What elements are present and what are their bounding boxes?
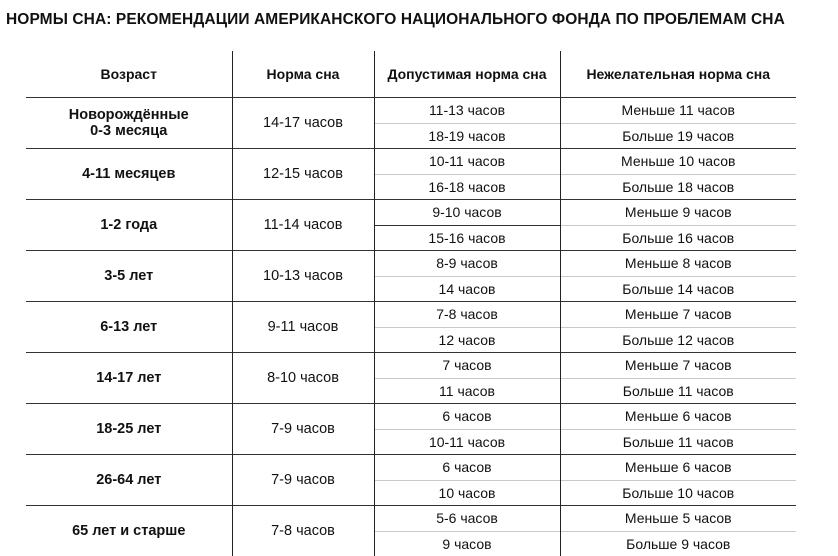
age-cell — [26, 404, 232, 455]
norm-cell: 10-13 часов — [232, 251, 374, 302]
table-row — [26, 506, 796, 532]
age-cell — [26, 149, 232, 200]
undesirable-cell: Больше 12 часов — [560, 327, 796, 353]
table-row — [26, 404, 796, 430]
age-cell — [26, 302, 232, 353]
undesirable-cell: Больше 11 часов — [560, 429, 796, 455]
acceptable-cell: 14 часов — [374, 276, 560, 302]
acceptable-cell: 6 часов — [374, 455, 560, 481]
table-row — [26, 251, 796, 277]
acceptable-cell: 11-13 часов — [374, 98, 560, 124]
undesirable-cell: Больше 16 часов — [560, 225, 796, 251]
undesirable-cell: Меньше 6 часов — [560, 455, 796, 481]
table-header-row — [26, 51, 796, 98]
undesirable-cell: Больше 10 часов — [560, 480, 796, 506]
undesirable-cell: Меньше 8 часов — [560, 251, 796, 277]
undesirable-cell: Меньше 11 часов — [560, 98, 796, 124]
age-cell — [26, 455, 232, 506]
norm-cell: 7-8 часов — [232, 506, 374, 556]
age-label: 14-17 лет — [26, 370, 232, 386]
table-row — [26, 353, 796, 379]
age-label: 26-64 лет — [26, 472, 232, 488]
norm-cell: 8-10 часов — [232, 353, 374, 404]
age-cell — [26, 353, 232, 404]
age-cell — [26, 200, 232, 251]
table-row — [26, 98, 796, 124]
age-label: 18-25 лет — [26, 421, 232, 437]
undesirable-cell: Меньше 5 часов — [560, 506, 796, 532]
acceptable-cell: 9-10 часов — [374, 200, 560, 226]
acceptable-cell: 15-16 часов — [374, 225, 560, 251]
undesirable-cell: Больше 14 часов — [560, 276, 796, 302]
age-label: Новорождённые — [26, 107, 232, 123]
acceptable-cell: 6 часов — [374, 404, 560, 430]
norm-cell: 9-11 часов — [232, 302, 374, 353]
age-cell — [26, 506, 232, 556]
acceptable-cell: 9 часов — [374, 531, 560, 556]
acceptable-cell: 18-19 часов — [374, 123, 560, 149]
age-cell — [26, 251, 232, 302]
acceptable-cell: 10 часов — [374, 480, 560, 506]
norm-cell: 14-17 часов — [232, 98, 374, 149]
table-body — [26, 98, 796, 556]
age-label: 65 лет и старше — [26, 523, 232, 539]
table-row — [26, 200, 796, 226]
norm-cell: 7-9 часов — [232, 455, 374, 506]
header-undesirable: Нежелательная норма сна — [560, 51, 796, 98]
acceptable-cell: 8-9 часов — [374, 251, 560, 277]
age-cell — [26, 98, 232, 149]
undesirable-cell: Больше 9 часов — [560, 531, 796, 556]
age-label: 1-2 года — [26, 217, 232, 233]
age-label: 3-5 лет — [26, 268, 232, 284]
header-acceptable: Допустимая норма сна — [374, 51, 560, 98]
age-label: 0-3 месяца — [26, 123, 232, 139]
acceptable-cell: 12 часов — [374, 327, 560, 353]
norm-cell: 12-15 часов — [232, 149, 374, 200]
acceptable-cell: 11 часов — [374, 378, 560, 404]
table-row — [26, 302, 796, 328]
undesirable-cell: Больше 11 часов — [560, 378, 796, 404]
acceptable-cell: 10-11 часов — [374, 149, 560, 175]
acceptable-cell: 10-11 часов — [374, 429, 560, 455]
sleep-norms-table — [26, 51, 796, 556]
age-label: 6-13 лет — [26, 319, 232, 335]
undesirable-cell: Меньше 10 часов — [560, 149, 796, 175]
table-row — [26, 455, 796, 481]
norm-cell: 11-14 часов — [232, 200, 374, 251]
undesirable-cell: Больше 18 часов — [560, 174, 796, 200]
acceptable-cell: 7-8 часов — [374, 302, 560, 328]
header-norm: Норма сна — [232, 51, 374, 98]
acceptable-cell: 16-18 часов — [374, 174, 560, 200]
norm-cell: 7-9 часов — [232, 404, 374, 455]
table-row — [26, 149, 796, 175]
acceptable-cell: 5-6 часов — [374, 506, 560, 532]
undesirable-cell: Меньше 7 часов — [560, 353, 796, 379]
page-title: НОРМЫ СНА: РЕКОМЕНДАЦИИ АМЕРИКАНСКОГО НАЦИОНАЛЬНОГО ФОНДА ПО ПРОБЛЕМАМ СНА — [6, 11, 785, 29]
undesirable-cell: Больше 19 часов — [560, 123, 796, 149]
undesirable-cell: Меньше 7 часов — [560, 302, 796, 328]
acceptable-cell: 7 часов — [374, 353, 560, 379]
header-age: Возраст — [26, 51, 232, 98]
undesirable-cell: Меньше 6 часов — [560, 404, 796, 430]
age-label: 4-11 месяцев — [26, 166, 232, 182]
undesirable-cell: Меньше 9 часов — [560, 200, 796, 226]
